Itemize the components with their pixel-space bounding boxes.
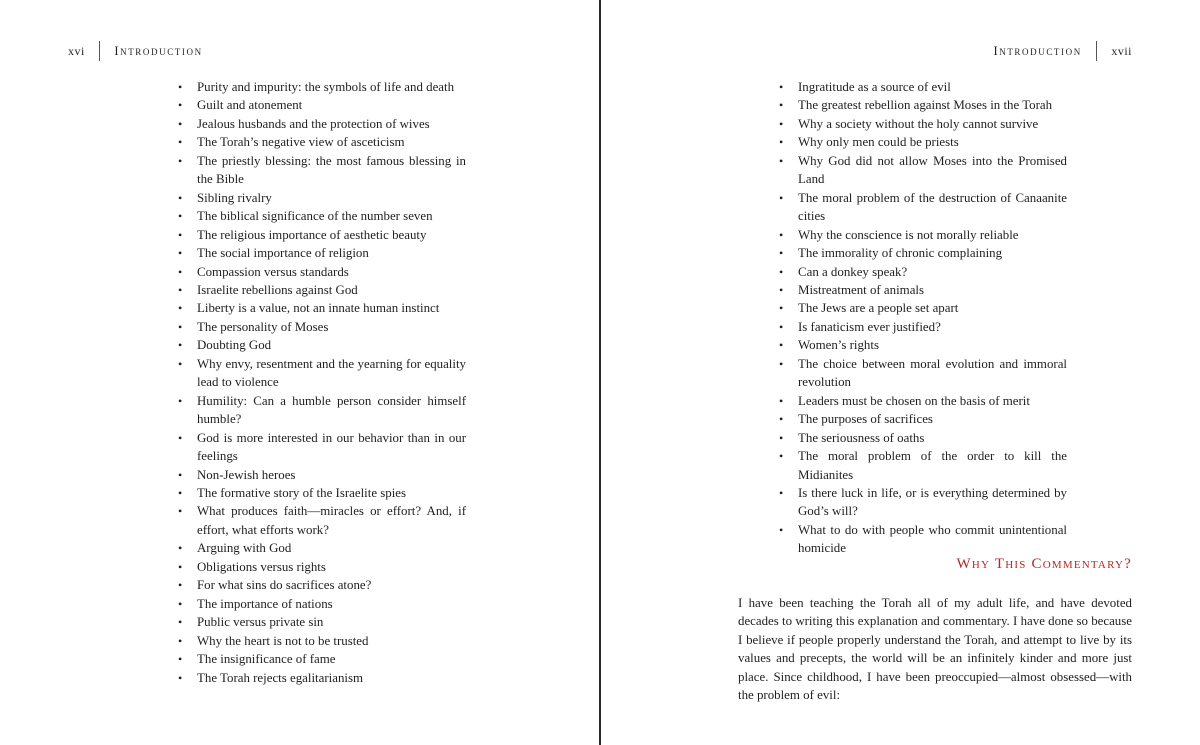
- topic-list-item: [178, 96, 466, 114]
- bullet-icon: •: [779, 301, 784, 316]
- topic-list-item: [779, 96, 1067, 114]
- topic-list-item: [178, 632, 466, 650]
- right-running-title: Introduction: [993, 43, 1082, 58]
- topic-list-item: [178, 133, 466, 151]
- bullet-icon: •: [178, 301, 183, 316]
- bullet-icon: •: [779, 356, 784, 371]
- bullet-icon: •: [779, 135, 784, 150]
- topic-list-item: [779, 355, 1067, 392]
- topic-text: Sibling rivalry: [197, 190, 272, 205]
- topic-list-item: [178, 78, 466, 96]
- topic-list-item: [779, 429, 1067, 447]
- topic-list-item: [178, 336, 466, 354]
- topic-text: Humility: Can a humble person consider himself humble?: [197, 393, 466, 427]
- topic-list-item: [178, 429, 466, 466]
- bullet-icon: •: [779, 319, 784, 334]
- topic-text: Is there luck in life, or is everything determined by God’s will?: [798, 485, 1067, 519]
- right-topic-list: [779, 78, 1067, 558]
- topic-list-item: [779, 447, 1067, 484]
- bullet-icon: •: [178, 116, 183, 131]
- topic-text: Why God did not allow Moses into the Promised Land: [798, 153, 1067, 187]
- header-divider: [99, 41, 101, 61]
- bullet-icon: •: [178, 393, 183, 408]
- topic-list-item: [779, 152, 1067, 189]
- topic-text: The priestly blessing: the most famous blessing in the Bible: [197, 153, 466, 187]
- topic-text: What produces faith—miracles or effort? And, if effort, what efforts work?: [197, 504, 466, 537]
- topic-text: The immorality of chronic complaining: [798, 246, 1003, 261]
- topic-list-item: [178, 115, 466, 133]
- topic-list-item: [178, 355, 466, 392]
- topic-text: The purposes of sacrifices: [798, 412, 933, 427]
- topic-text: Ingratitude as a source of evil: [798, 80, 951, 94]
- topic-text: Compassion versus standards: [197, 264, 349, 279]
- topic-text: Why the conscience is not morally reliable: [798, 227, 1019, 242]
- bullet-icon: •: [178, 319, 183, 334]
- bullet-icon: •: [178, 135, 183, 150]
- bullet-icon: •: [178, 246, 183, 261]
- left-running-title: Introduction: [114, 43, 203, 58]
- topic-list-item: [178, 226, 466, 244]
- topic-text: Jealous husbands and the protection of wives: [197, 116, 430, 131]
- right-page: [601, 0, 1200, 745]
- bullet-icon: •: [178, 153, 183, 168]
- topic-text: The biblical significance of the number seven: [197, 209, 433, 224]
- topic-text: Why only men could be priests: [798, 135, 959, 150]
- topic-list-item: [779, 263, 1067, 281]
- bullet-icon: •: [779, 430, 784, 445]
- topic-list-item: [779, 336, 1067, 354]
- topic-text: The formative story of the Israelite spies: [197, 485, 407, 500]
- topic-list-item: [779, 392, 1067, 410]
- topic-list-item: [178, 466, 466, 484]
- topic-text: Women’s rights: [798, 338, 879, 353]
- topic-list-item: [779, 244, 1067, 262]
- topic-list-item: [178, 392, 466, 429]
- topic-text: Why the heart is not to be trusted: [197, 633, 369, 648]
- bullet-icon: •: [178, 282, 183, 297]
- bullet-icon: •: [779, 264, 784, 279]
- topic-text: What to do with people who commit unintentional homicide: [798, 522, 1067, 556]
- section-heading: Why This Commentary?: [956, 556, 1132, 572]
- bullet-icon: •: [779, 153, 784, 168]
- topic-text: The greatest rebellion against Moses in the Torah: [798, 98, 1053, 113]
- bullet-icon: •: [779, 338, 784, 353]
- topic-text: The moral problem of the order to kill the Midianites: [798, 449, 1067, 482]
- body-paragraph: I have been teaching the Torah all of my adult life, and have devoted decades to writing this explanation and commentary. I have done so because I believe if people properly understand the Torah, and attempt to live by its values and precepts, the world will be an infinitely kinder and more just place. Since childhood, I have been preoccupied—almost obsessed—with the problem of evil:: [738, 596, 1132, 703]
- topic-list-item: [178, 299, 466, 317]
- topic-list-item: [178, 484, 466, 502]
- topic-text: Can a donkey speak?: [798, 264, 908, 279]
- topic-list-item: [178, 152, 466, 189]
- topic-list-item: [779, 133, 1067, 151]
- bullet-icon: •: [178, 652, 183, 667]
- right-running-header: [993, 40, 1132, 62]
- topic-text: The religious importance of aesthetic beauty: [197, 227, 427, 242]
- topic-text: Purity and impurity: the symbols of life and death: [197, 80, 455, 94]
- topic-list-item: [178, 650, 466, 668]
- bullet-icon: •: [779, 227, 784, 242]
- bullet-icon: •: [178, 596, 183, 611]
- topic-list-item: [178, 318, 466, 336]
- topic-list-item: [779, 281, 1067, 299]
- topic-list-item: [178, 189, 466, 207]
- topic-text: The choice between moral evolution and immoral revolution: [798, 356, 1067, 390]
- bullet-icon: •: [178, 467, 183, 482]
- bullet-icon: •: [178, 559, 183, 574]
- topic-list-item: [178, 263, 466, 281]
- topic-text: The Torah’s negative view of asceticism: [197, 135, 405, 150]
- topic-text: Arguing with God: [197, 541, 292, 556]
- topic-list-item: [178, 558, 466, 576]
- topic-text: Liberty is a value, not an innate human instinct: [197, 301, 440, 316]
- topic-text: The Torah rejects egalitarianism: [197, 670, 364, 685]
- right-page-number: xvii: [1111, 43, 1132, 58]
- bullet-icon: •: [779, 80, 784, 94]
- left-page-number: xvi: [68, 43, 85, 58]
- bullet-icon: •: [178, 190, 183, 205]
- bullet-icon: •: [779, 98, 784, 113]
- topic-list-item: [178, 595, 466, 613]
- left-running-header: [68, 40, 203, 62]
- bullet-icon: •: [178, 504, 183, 519]
- topic-list-item: [779, 484, 1067, 521]
- topic-list-item: [779, 521, 1067, 558]
- topic-text: Doubting God: [197, 338, 272, 353]
- topic-list-item: [178, 502, 466, 539]
- topic-text: The moral problem of the destruction of Canaanite cities: [798, 190, 1067, 224]
- topic-list-item: [178, 539, 466, 557]
- bullet-icon: •: [178, 541, 183, 556]
- bullet-icon: •: [178, 670, 183, 685]
- topic-text: Why a society without the holy cannot survive: [798, 116, 1039, 131]
- topic-text: Why envy, resentment and the yearning for equality lead to violence: [197, 356, 466, 390]
- topic-list-item: [178, 281, 466, 299]
- bullet-icon: •: [779, 246, 784, 261]
- topic-list-item: [779, 115, 1067, 133]
- bullet-icon: •: [178, 633, 183, 648]
- bullet-icon: •: [779, 522, 784, 537]
- topic-text: The personality of Moses: [197, 319, 329, 334]
- topic-text: The social importance of religion: [197, 246, 369, 261]
- topic-list-item: [178, 669, 466, 687]
- topic-text: Mistreatment of animals: [798, 282, 925, 297]
- topic-list-item: [779, 78, 1067, 96]
- bullet-icon: •: [779, 485, 784, 500]
- bullet-icon: •: [178, 80, 183, 94]
- bullet-icon: •: [178, 615, 183, 630]
- topic-text: Guilt and atonement: [197, 98, 303, 113]
- bullet-icon: •: [779, 412, 784, 427]
- topic-text: Public versus private sin: [197, 615, 324, 630]
- topic-list-item: [779, 189, 1067, 226]
- bullet-icon: •: [178, 356, 183, 371]
- topic-list-item: [178, 207, 466, 225]
- bullet-icon: •: [779, 116, 784, 131]
- topic-list-item: [178, 576, 466, 594]
- bullet-icon: •: [178, 98, 183, 113]
- bullet-icon: •: [779, 282, 784, 297]
- topic-text: Israelite rebellions against God: [197, 282, 358, 297]
- bullet-icon: •: [178, 578, 183, 593]
- bullet-icon: •: [779, 393, 784, 408]
- bullet-icon: •: [178, 338, 183, 353]
- topic-text: The Jews are a people set apart: [798, 301, 959, 316]
- topic-text: Is fanaticism ever justified?: [798, 319, 941, 334]
- topic-text: Leaders must be chosen on the basis of merit: [798, 393, 1030, 408]
- topic-text: Non-Jewish heroes: [197, 467, 296, 482]
- topic-text: The importance of nations: [197, 596, 333, 611]
- topic-list-item: [779, 318, 1067, 336]
- topic-text: For what sins do sacrifices atone?: [197, 578, 372, 593]
- bullet-icon: •: [178, 485, 183, 500]
- topic-text: The insignificance of fame: [197, 652, 336, 667]
- topic-text: God is more interested in our behavior than in our feelings: [197, 430, 466, 464]
- bullet-icon: •: [178, 209, 183, 224]
- bullet-icon: •: [779, 190, 784, 205]
- topic-list-item: [779, 226, 1067, 244]
- header-divider: [1096, 41, 1098, 61]
- bullet-icon: •: [178, 227, 183, 242]
- left-topic-list: [178, 78, 466, 687]
- bullet-icon: •: [178, 430, 183, 445]
- topic-list-item: [178, 244, 466, 262]
- bullet-icon: •: [779, 449, 784, 464]
- topic-text: The seriousness of oaths: [798, 430, 925, 445]
- topic-list-item: [779, 299, 1067, 317]
- bullet-icon: •: [178, 264, 183, 279]
- topic-list-item: [178, 613, 466, 631]
- topic-text: Obligations versus rights: [197, 559, 326, 574]
- topic-list-item: [779, 410, 1067, 428]
